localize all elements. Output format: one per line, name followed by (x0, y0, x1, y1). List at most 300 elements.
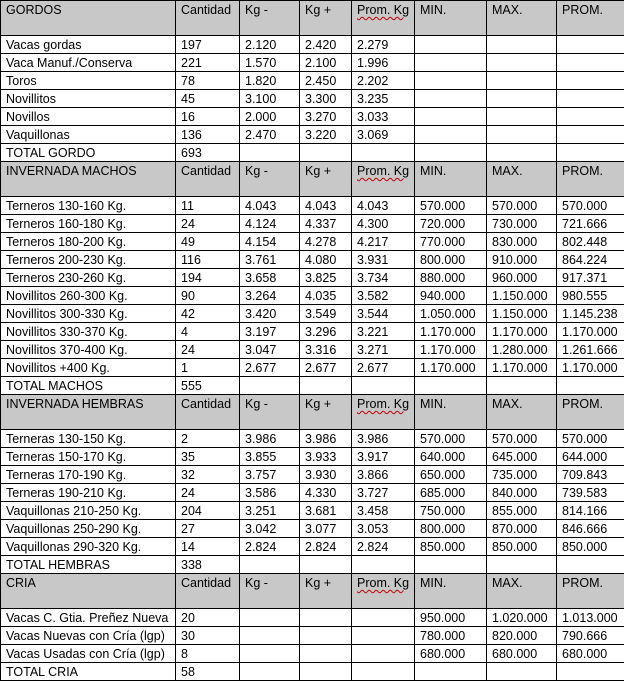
column-header: MIN. (415, 162, 487, 197)
total-row (1, 377, 624, 395)
row-value: 4.043 (300, 197, 352, 215)
row-value: 870.000 (487, 520, 557, 538)
row-value: 3.986 (240, 430, 300, 448)
row-value: 3.727 (352, 484, 415, 502)
row-value (487, 126, 557, 144)
row-value (415, 72, 487, 90)
column-header: MAX. (487, 1, 557, 36)
row-value: 790.666 (557, 627, 624, 645)
row-category: Vaquillonas (1, 126, 176, 144)
row-value (240, 609, 300, 627)
row-value: 4.300 (352, 215, 415, 233)
column-header: Cantidad (176, 162, 240, 197)
row-value: 3.917 (352, 448, 415, 466)
row-value: 4 (176, 323, 240, 341)
row-value: 204 (176, 502, 240, 520)
row-value (487, 90, 557, 108)
row-value: 640.000 (415, 448, 487, 466)
column-header: PROM. (557, 574, 624, 609)
row-value: 850.000 (557, 538, 624, 556)
row-category: Terneros 160-180 Kg. (1, 215, 176, 233)
row-value: 49 (176, 233, 240, 251)
row-value (240, 645, 300, 663)
row-value: 685.000 (415, 484, 487, 502)
section-header-row (1, 395, 624, 430)
row-value: 1.170.000 (557, 359, 624, 377)
row-value (557, 126, 624, 144)
section-title: INVERNADA MACHOS (1, 162, 176, 197)
row-value: 3.033 (352, 108, 415, 126)
total-label: TOTAL CRIA (1, 663, 176, 681)
row-value: 3.220 (300, 126, 352, 144)
row-value (240, 627, 300, 645)
row-value: 1 (176, 359, 240, 377)
empty-cell (415, 144, 487, 162)
total-value: 693 (176, 144, 240, 162)
row-value: 1.261.666 (557, 341, 624, 359)
row-value: 3.235 (352, 90, 415, 108)
row-value: 2.677 (300, 359, 352, 377)
row-value: 980.555 (557, 287, 624, 305)
row-value: 910.000 (487, 251, 557, 269)
row-category: Novillos (1, 108, 176, 126)
row-value: 950.000 (415, 609, 487, 627)
row-value: 24 (176, 341, 240, 359)
column-header (352, 574, 415, 609)
row-value: 570.000 (487, 197, 557, 215)
row-value: 1.013.000 (557, 609, 624, 627)
row-value: 864.224 (557, 251, 624, 269)
row-category: Novillitos 300-330 Kg. (1, 305, 176, 323)
row-value: 3.271 (352, 341, 415, 359)
table-row (1, 609, 624, 627)
row-value: 1.996 (352, 54, 415, 72)
column-header: Cantidad (176, 395, 240, 430)
row-value: 3.582 (352, 287, 415, 305)
table-row (1, 341, 624, 359)
row-value: 2.677 (240, 359, 300, 377)
row-value: 650.000 (415, 466, 487, 484)
row-value: 3.300 (300, 90, 352, 108)
row-value: 3.069 (352, 126, 415, 144)
table-row (1, 305, 624, 323)
table-row (1, 430, 624, 448)
row-value: 3.866 (352, 466, 415, 484)
column-header (352, 395, 415, 430)
table-row (1, 287, 624, 305)
row-value: 3.933 (300, 448, 352, 466)
row-value: 680.000 (557, 645, 624, 663)
empty-cell (415, 377, 487, 395)
row-value: 1.020.000 (487, 609, 557, 627)
empty-cell (300, 556, 352, 574)
row-value: 940.000 (415, 287, 487, 305)
row-value: 2.470 (240, 126, 300, 144)
row-value: 814.166 (557, 502, 624, 520)
row-value: 3.100 (240, 90, 300, 108)
total-label: TOTAL GORDO (1, 144, 176, 162)
row-value: 680.000 (487, 645, 557, 663)
table-row (1, 502, 624, 520)
total-value: 58 (176, 663, 240, 681)
row-value: 570.000 (557, 430, 624, 448)
row-value: 850.000 (415, 538, 487, 556)
row-value: 570.000 (415, 197, 487, 215)
row-value (487, 72, 557, 90)
empty-cell (415, 663, 487, 681)
row-category: Vaca Manuf./Conserva (1, 54, 176, 72)
table-row (1, 126, 624, 144)
table-row (1, 520, 624, 538)
table-row (1, 72, 624, 90)
row-value: 1.570 (240, 54, 300, 72)
row-value (557, 36, 624, 54)
row-value: 720.000 (415, 215, 487, 233)
row-value: 32 (176, 466, 240, 484)
row-value: 2.000 (240, 108, 300, 126)
empty-cell (557, 377, 624, 395)
row-category: Vaquillonas 210-250 Kg. (1, 502, 176, 520)
row-value: 35 (176, 448, 240, 466)
column-header: Kg - (240, 574, 300, 609)
table-row (1, 323, 624, 341)
row-value: 3.042 (240, 520, 300, 538)
row-value: 3.053 (352, 520, 415, 538)
row-value: 4.043 (352, 197, 415, 215)
row-value: 1.170.000 (415, 323, 487, 341)
column-header: PROM. (557, 395, 624, 430)
table-row (1, 448, 624, 466)
row-value: 802.448 (557, 233, 624, 251)
row-value: 3.855 (240, 448, 300, 466)
row-value (352, 627, 415, 645)
row-value (352, 645, 415, 663)
row-category: Novillitos 370-400 Kg. (1, 341, 176, 359)
row-value: 820.000 (487, 627, 557, 645)
row-value: 3.420 (240, 305, 300, 323)
row-value: 3.658 (240, 269, 300, 287)
row-value: 750.000 (415, 502, 487, 520)
row-value: 2.824 (240, 538, 300, 556)
row-value (557, 108, 624, 126)
row-value: 136 (176, 126, 240, 144)
row-value: 2.450 (300, 72, 352, 90)
column-header: Cantidad (176, 1, 240, 36)
row-value: 1.170.000 (487, 323, 557, 341)
row-value: 3.221 (352, 323, 415, 341)
row-value: 221 (176, 54, 240, 72)
column-header-label: Prom. Kg (357, 164, 409, 178)
row-value: 1.170.000 (487, 359, 557, 377)
row-value (487, 36, 557, 54)
row-value (557, 72, 624, 90)
row-value: 1.170.000 (557, 323, 624, 341)
row-value: 644.000 (557, 448, 624, 466)
section-title: INVERNADA HEMBRAS (1, 395, 176, 430)
empty-cell (557, 144, 624, 162)
row-value: 800.000 (415, 251, 487, 269)
column-header: Kg - (240, 1, 300, 36)
row-value: 3.986 (352, 430, 415, 448)
row-category: Novillitos (1, 90, 176, 108)
row-category: Terneras 170-190 Kg. (1, 466, 176, 484)
row-value: 24 (176, 484, 240, 502)
row-value: 4.217 (352, 233, 415, 251)
section-header-row (1, 574, 624, 609)
row-value (557, 90, 624, 108)
row-value: 1.145.238 (557, 305, 624, 323)
row-category: Vaquillonas 290-320 Kg. (1, 538, 176, 556)
row-value: 850.000 (487, 538, 557, 556)
row-value: 11 (176, 197, 240, 215)
row-value (415, 36, 487, 54)
row-value: 3.197 (240, 323, 300, 341)
column-header: Kg + (300, 1, 352, 36)
row-category: Novillitos 260-300 Kg. (1, 287, 176, 305)
row-value: 917.371 (557, 269, 624, 287)
column-header: PROM. (557, 162, 624, 197)
row-category: Novillitos +400 Kg. (1, 359, 176, 377)
row-value: 3.549 (300, 305, 352, 323)
row-value: 735.000 (487, 466, 557, 484)
row-value: 1.170.000 (415, 359, 487, 377)
empty-cell (487, 663, 557, 681)
row-category: Terneros 230-260 Kg. (1, 269, 176, 287)
row-value: 855.000 (487, 502, 557, 520)
row-value: 2 (176, 430, 240, 448)
row-value: 2.824 (300, 538, 352, 556)
empty-cell (352, 377, 415, 395)
row-category: Vaquillonas 250-290 Kg. (1, 520, 176, 538)
empty-cell (352, 556, 415, 574)
row-value: 4.124 (240, 215, 300, 233)
column-header: Kg + (300, 395, 352, 430)
section-header-row (1, 162, 624, 197)
column-header: MAX. (487, 574, 557, 609)
row-value: 846.666 (557, 520, 624, 538)
total-value: 338 (176, 556, 240, 574)
row-value: 2.677 (352, 359, 415, 377)
row-value (300, 645, 352, 663)
row-value: 197 (176, 36, 240, 54)
empty-cell (300, 663, 352, 681)
row-value: 800.000 (415, 520, 487, 538)
row-value (415, 126, 487, 144)
row-value: 570.000 (487, 430, 557, 448)
row-value: 4.154 (240, 233, 300, 251)
empty-cell (415, 556, 487, 574)
row-value: 3.458 (352, 502, 415, 520)
row-value: 4.035 (300, 287, 352, 305)
row-value: 3.544 (352, 305, 415, 323)
section-title: CRIA (1, 574, 176, 609)
row-value: 4.337 (300, 215, 352, 233)
row-value: 42 (176, 305, 240, 323)
column-header: MAX. (487, 162, 557, 197)
table-row (1, 627, 624, 645)
row-value: 3.757 (240, 466, 300, 484)
row-category: Vacas Usadas con Cría (lgp) (1, 645, 176, 663)
row-value: 30 (176, 627, 240, 645)
empty-cell (487, 377, 557, 395)
row-value (352, 609, 415, 627)
row-value: 1.150.000 (487, 287, 557, 305)
table-row (1, 466, 624, 484)
row-category: Terneros 130-160 Kg. (1, 197, 176, 215)
column-header: MIN. (415, 395, 487, 430)
row-value: 4.330 (300, 484, 352, 502)
row-value: 1.170.000 (415, 341, 487, 359)
table-row (1, 108, 624, 126)
row-value: 3.251 (240, 502, 300, 520)
row-value (415, 108, 487, 126)
row-value: 2.824 (352, 538, 415, 556)
column-header: Kg - (240, 395, 300, 430)
row-value (415, 90, 487, 108)
row-category: Vacas C. Gtia. Preñez Nueva (1, 609, 176, 627)
row-value: 1.280.000 (487, 341, 557, 359)
table-row (1, 251, 624, 269)
row-value: 645.000 (487, 448, 557, 466)
row-value: 116 (176, 251, 240, 269)
row-value: 721.666 (557, 215, 624, 233)
row-value (415, 54, 487, 72)
table-row (1, 215, 624, 233)
table-row (1, 359, 624, 377)
empty-cell (240, 663, 300, 681)
column-header (352, 162, 415, 197)
row-value: 3.931 (352, 251, 415, 269)
column-header: MIN. (415, 1, 487, 36)
empty-cell (300, 144, 352, 162)
column-header-label: Prom. Kg (357, 3, 409, 17)
row-value: 1.820 (240, 72, 300, 90)
table-row (1, 197, 624, 215)
table-row (1, 90, 624, 108)
row-value: 4.043 (240, 197, 300, 215)
column-header: MIN. (415, 574, 487, 609)
table-row (1, 538, 624, 556)
row-value: 3.825 (300, 269, 352, 287)
empty-cell (352, 144, 415, 162)
section-title: GORDOS (1, 1, 176, 36)
total-label: TOTAL MACHOS (1, 377, 176, 395)
row-value (300, 609, 352, 627)
column-header: Cantidad (176, 574, 240, 609)
row-value: 3.270 (300, 108, 352, 126)
row-value: 739.583 (557, 484, 624, 502)
row-value: 960.000 (487, 269, 557, 287)
empty-cell (487, 144, 557, 162)
row-value: 8 (176, 645, 240, 663)
row-value: 570.000 (557, 197, 624, 215)
table-row (1, 269, 624, 287)
table-row (1, 484, 624, 502)
row-value: 3.761 (240, 251, 300, 269)
section-header-row (1, 1, 624, 36)
column-header-label: Prom. Kg (357, 397, 409, 411)
column-header (352, 1, 415, 36)
row-value: 3.986 (300, 430, 352, 448)
table-row (1, 645, 624, 663)
table-row (1, 36, 624, 54)
column-header: Kg - (240, 162, 300, 197)
row-value: 3.930 (300, 466, 352, 484)
row-value: 880.000 (415, 269, 487, 287)
row-value: 680.000 (415, 645, 487, 663)
column-header: Kg + (300, 162, 352, 197)
empty-cell (557, 556, 624, 574)
row-value (487, 54, 557, 72)
row-value: 709.843 (557, 466, 624, 484)
row-value: 16 (176, 108, 240, 126)
row-category: Terneras 190-210 Kg. (1, 484, 176, 502)
row-value: 194 (176, 269, 240, 287)
row-value: 770.000 (415, 233, 487, 251)
empty-cell (487, 556, 557, 574)
row-value: 1.050.000 (415, 305, 487, 323)
column-header: MAX. (487, 395, 557, 430)
row-value: 3.681 (300, 502, 352, 520)
row-value: 20 (176, 609, 240, 627)
row-value: 3.734 (352, 269, 415, 287)
empty-cell (300, 377, 352, 395)
row-value: 1.150.000 (487, 305, 557, 323)
row-value: 840.000 (487, 484, 557, 502)
total-row (1, 663, 624, 681)
row-value: 45 (176, 90, 240, 108)
row-value: 3.264 (240, 287, 300, 305)
row-value: 27 (176, 520, 240, 538)
row-value: 780.000 (415, 627, 487, 645)
row-value: 78 (176, 72, 240, 90)
row-category: Toros (1, 72, 176, 90)
row-value: 3.296 (300, 323, 352, 341)
empty-cell (240, 377, 300, 395)
table-body (1, 1, 624, 681)
row-value: 730.000 (487, 215, 557, 233)
total-row (1, 556, 624, 574)
empty-cell (240, 144, 300, 162)
row-value: 24 (176, 215, 240, 233)
row-value: 2.202 (352, 72, 415, 90)
row-value: 3.586 (240, 484, 300, 502)
row-value: 90 (176, 287, 240, 305)
row-value: 14 (176, 538, 240, 556)
table-row (1, 54, 624, 72)
row-value: 3.047 (240, 341, 300, 359)
total-row (1, 144, 624, 162)
row-category: Vacas gordas (1, 36, 176, 54)
row-value: 2.100 (300, 54, 352, 72)
empty-cell (352, 663, 415, 681)
row-value: 3.316 (300, 341, 352, 359)
row-category: Terneras 130-150 Kg. (1, 430, 176, 448)
column-header: PROM. (557, 1, 624, 36)
row-value (487, 108, 557, 126)
row-value (557, 54, 624, 72)
row-value: 3.077 (300, 520, 352, 538)
empty-cell (557, 663, 624, 681)
table-row (1, 233, 624, 251)
column-header-label: Prom. Kg (357, 576, 409, 590)
total-label: TOTAL HEMBRAS (1, 556, 176, 574)
row-value: 2.420 (300, 36, 352, 54)
row-value (300, 627, 352, 645)
row-value: 4.080 (300, 251, 352, 269)
row-value: 4.278 (300, 233, 352, 251)
row-value: 830.000 (487, 233, 557, 251)
